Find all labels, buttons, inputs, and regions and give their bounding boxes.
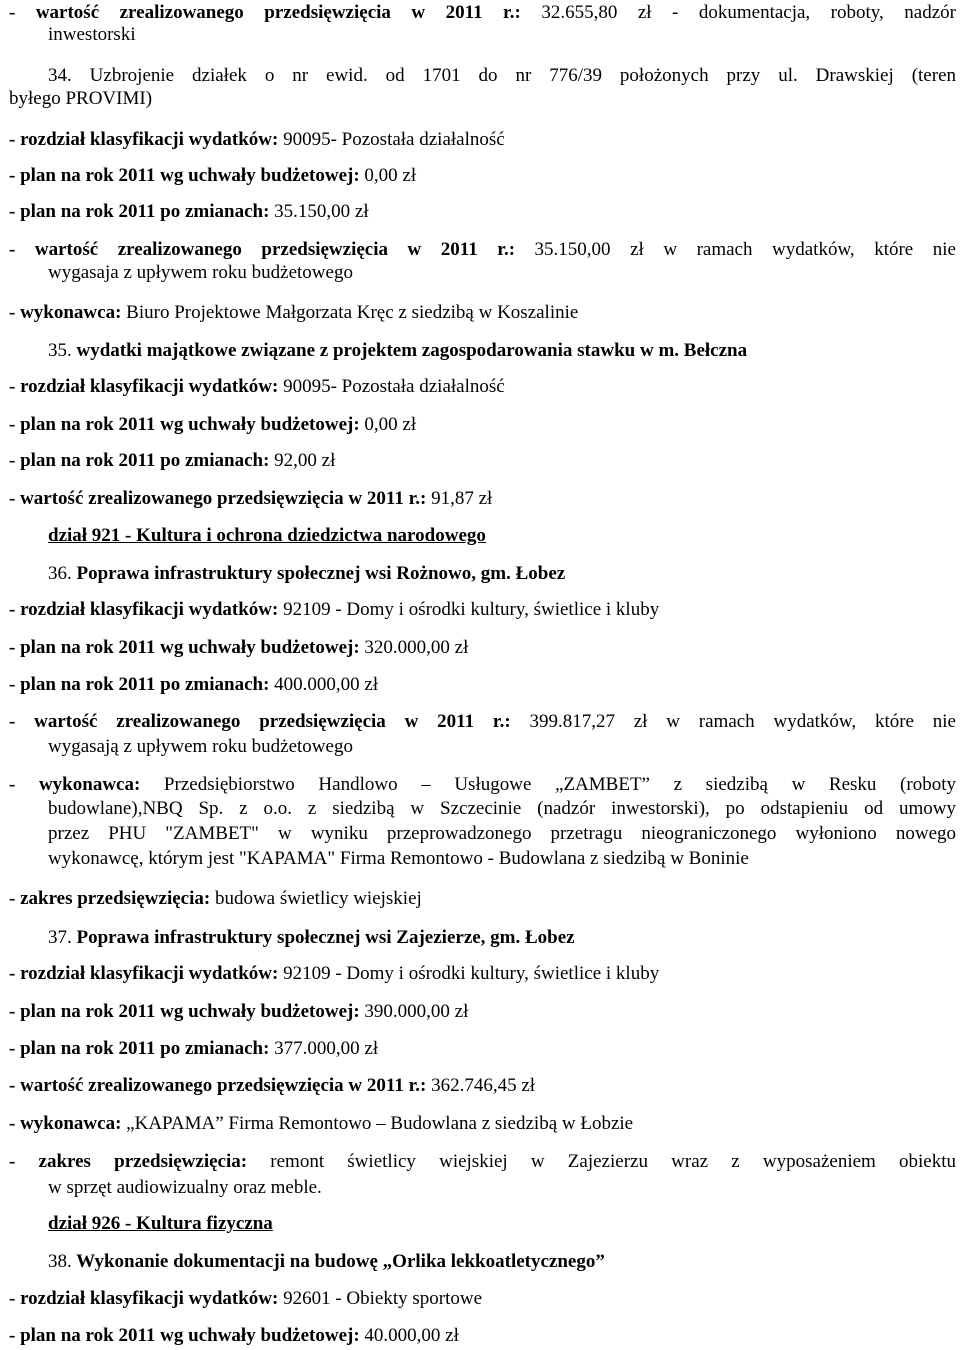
text-line: byłego PROVIMI) [9, 88, 153, 109]
text-line: - zakres przedsięwzięcia: budowa świetlicy wiejskiej [9, 888, 422, 909]
item-heading: 38. Wykonanie dokumentacji na budowę „Orlika lekkoatletycznego” [48, 1251, 605, 1272]
text-line: - rozdział klasyfikacji wydatków: 90095- Pozostała działalność [9, 376, 505, 397]
text-line: - plan na rok 2011 wg uchwały budżetowej: 0,00 zł [9, 165, 417, 186]
text-line: - plan na rok 2011 wg uchwały budżetowej: 390.000,00 zł [9, 1001, 469, 1022]
text-line: - plan na rok 2011 po zmianach: 400.000,00 zł [9, 674, 379, 695]
text-line: - wykonawca: Przedsiębiorstwo Handlowo – Usługowe „ZAMBET” z siedzibą w Resku (roboty [9, 774, 956, 795]
text-line: - wartość zrealizowanego przedsięwzięcia w 2011 r.: 91,87 zł [9, 488, 493, 509]
text-line: - rozdział klasyfikacji wydatków: 92601 - Obiekty sportowe [9, 1288, 483, 1309]
text-line: budowlane),NBQ Sp. z o.o. z siedzibą w Szczecinie (nadzór inwestorski), po odstapieniu od umowy [48, 798, 956, 819]
section-heading: dział 921 - Kultura i ochrona dziedzictwa narodowego [48, 525, 486, 546]
text-line: - plan na rok 2011 wg uchwały budżetowej: 0,00 zł [9, 414, 417, 435]
text-line: - wartość zrealizowanego przedsięwzięcia w 2011 r.: 399.817,27 zł w ramach wydatków, które nie [9, 711, 956, 732]
text-line: w sprzęt audiowizualny oraz meble. [48, 1177, 322, 1198]
text-line: - rozdział klasyfikacji wydatków: 92109 - Domy i ośrodki kultury, świetlice i kluby [9, 963, 660, 984]
section-heading: dział 926 - Kultura fizyczna [48, 1213, 273, 1234]
text-line: inwestorski [48, 24, 136, 45]
item-heading: 37. Poprawa infrastruktury społecznej wsi Zajezierze, gm. Łobez [48, 927, 575, 948]
text-line: - rozdział klasyfikacji wydatków: 92109 - Domy i ośrodki kultury, świetlice i kluby [9, 599, 660, 620]
text-line: - rozdział klasyfikacji wydatków: 90095- Pozostała działalność [9, 129, 505, 150]
text-line: przez PHU "ZAMBET" w wyniku przeprowadzonego przetragu nieograniczonego wyłoniono nowego [48, 823, 956, 844]
text-line: - wykonawca: Biuro Projektowe Małgorzata Kręc z siedzibą w Koszalinie [9, 302, 579, 323]
text-line: - plan na rok 2011 wg uchwały budżetowej: 40.000,00 zł [9, 1325, 459, 1346]
item-heading: 35. wydatki majątkowe związane z projektem zagospodarowania stawku w m. Bełczna [48, 340, 748, 361]
text-line: - plan na rok 2011 po zmianach: 92,00 zł [9, 450, 336, 471]
text-line: - wartość zrealizowanego przedsięwzięcia w 2011 r.: 362.746,45 zł [9, 1075, 536, 1096]
text-line: - plan na rok 2011 po zmianach: 377.000,00 zł [9, 1038, 379, 1059]
item-heading: 34. Uzbrojenie działek o nr ewid. od 1701 do nr 776/39 położonych przy ul. Drawskiej (teren [48, 65, 956, 86]
text-line: wykonawcę, którym jest "KAPAMA" Firma Remontowo - Budowlana z siedzibą w Boninie [48, 848, 749, 869]
text-line: wygasaja z upływem roku budżetowego [48, 262, 353, 283]
text-line: - wartość zrealizowanego przedsięwzięcia w 2011 r.: 35.150,00 zł w ramach wydatków, które nie [9, 239, 956, 260]
text-line: - wykonawca: „KAPAMA” Firma Remontowo – Budowlana z siedzibą w Łobzie [9, 1113, 634, 1134]
text-line: - wartość zrealizowanego przedsięwzięcia w 2011 r.: 32.655,80 zł - dokumentacja, roboty, nadzór [9, 2, 956, 23]
item-heading: 36. Poprawa infrastruktury społecznej wsi Rożnowo, gm. Łobez [48, 563, 566, 584]
text-line: - zakres przedsięwzięcia: remont świetlicy wiejskiej w Zajezierzu wraz z wyposażeniem obiektu [9, 1151, 956, 1172]
text-line: wygasają z upływem roku budżetowego [48, 736, 353, 757]
text-line: - plan na rok 2011 po zmianach: 35.150,00 zł [9, 201, 369, 222]
text-line: - plan na rok 2011 wg uchwały budżetowej: 320.000,00 zł [9, 637, 469, 658]
